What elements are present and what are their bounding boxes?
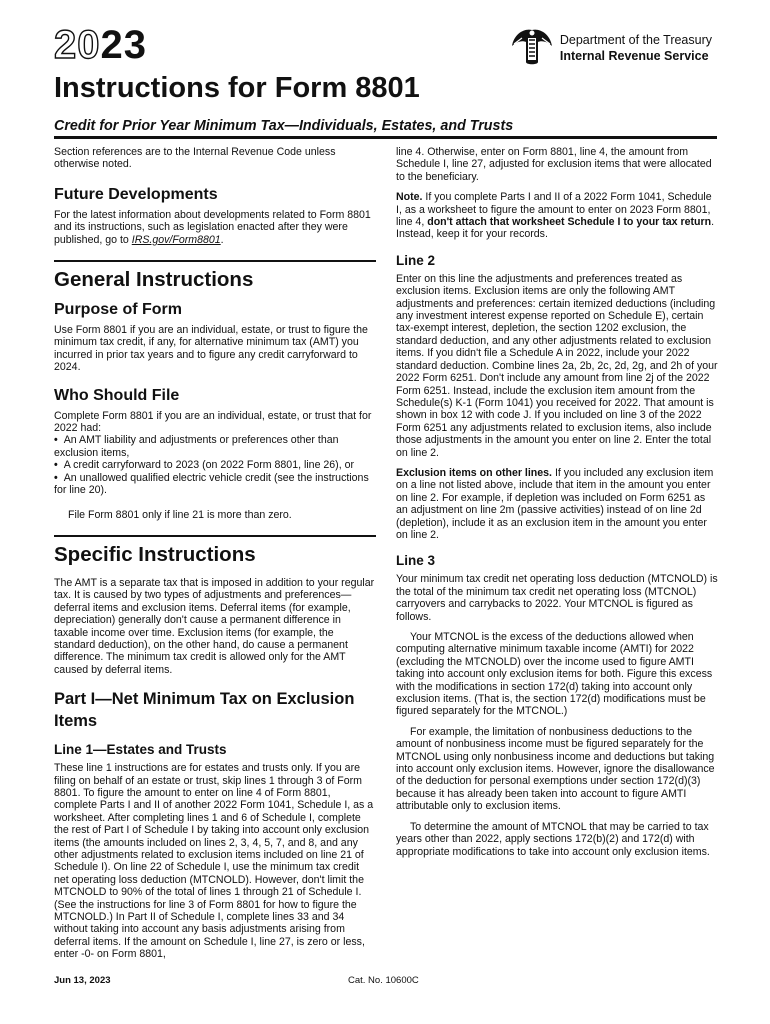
determine-text: To determine the amount of MTCNOL that may be carried to tax years other than 2022, apply sections 172(b)(2) and 172(d) with appropriate modifications to take into account only exclusion items.	[396, 820, 710, 858]
line2-heading: Line 2	[396, 252, 436, 268]
agency-department: Department of the Treasury	[559, 33, 712, 47]
future-text: For the latest information about developments related to Form 8801 and its instructions, such as legislation enacted after they were published, go to	[54, 208, 371, 246]
document-title: Instructions for Form 8801	[54, 72, 420, 104]
right-column	[396, 146, 718, 866]
tax-year-solid: 23	[100, 23, 147, 67]
exclusion-items-label: Exclusion items on other lines.	[396, 466, 552, 479]
future-developments-text	[54, 209, 376, 246]
note-text	[396, 191, 718, 241]
document-subtitle: Credit for Prior Year Minimum Tax—Individuals, Estates, and Trusts	[54, 118, 514, 134]
who-should-file-list	[54, 434, 376, 496]
file-note: File Form 8801 only if line 21 is more than zero.	[68, 508, 292, 521]
list-item: • A credit carryforward to 2023 (on 2022 Form 8801, line 26), or	[54, 459, 376, 471]
list-item: • An AMT liability and adjustments or preferences other than exclusion items,	[54, 434, 376, 459]
note-bold: don't attach that worksheet Schedule I to your tax return	[427, 216, 712, 229]
line3-text: Your minimum tax credit net operating loss deduction (MTCNOLD) is the total of the minimum tax credit net operating loss (MTCNOL) carryovers and carrybacks to 2022. Your MTCNOL is figured as follows.	[396, 573, 718, 623]
footer-catalog-number: Cat. No. 10600C	[348, 975, 419, 986]
purpose-heading: Purpose of Form	[54, 301, 183, 319]
note-end: . Instead, keep it for your records.	[396, 216, 715, 241]
mtcnol-text: Your MTCNOL is the excess of the deductions allowed when computing alternative minimum taxable income (AMTI) for 2022 (excluding the MTCNOLD) over the income used to figure AMTI taking into account only exclusion items for both. Figure this excess with the modifications in section 172(d) taking into account only exclusion items. (That is, the section 172(d) modifications must be figured separately for the MTCNOL.)	[396, 631, 713, 718]
example-text: For example, the limitation of nonbusiness deductions to the amount of nonbusiness income must be figured separately for the MTCNOL using only nonbusiness income and deductions but taking into account only exclusion items. However, ignore the disallowance of the deduction for personal exemptions under section 172(d)(3) because it has already been taken into account to figure AMTI attributable only to exclusion items.	[396, 725, 715, 813]
list-item: • An unallowed qualified electric vehicle credit (see the instructions for line 20).	[54, 472, 376, 497]
future-end: .	[220, 233, 224, 246]
line1-continued-text: line 4. Otherwise, enter on Form 8801, line 4, the amount from Schedule I, line 27, adjusted for exclusion items that were allocated to the beneficiary.	[396, 146, 712, 183]
part1-heading: Part I—Net Minimum Tax on Exclusion Items	[54, 690, 355, 731]
intro-text: Section references are to the Internal Revenue Code unless otherwise noted.	[54, 146, 336, 171]
irs-eagle-logo	[508, 24, 556, 68]
footer-date: Jun 13, 2023	[54, 975, 111, 986]
line2-text: Enter on this line the adjustments and preferences treated as exclusion items. Exclusion items are only the following AMT adjustments and preferences: certain itemized deductions (including any investment interest expense reported on Schedule E), certain tax-exempt interest, depletion, the section 1202 exclusion, the standard deduction, and any other adjustments related to exclusion items. If you didn't file a Schedule A in 2022, include your 2022 standard deduction. Combine lines 2a, 2b, 2c, 2d, 2g, and 2h of your 2022 Form 6251. Don't include any amount from line 2j of the 2022 Form 6251. Instead, include the exclusion item amount from the Schedule(s) K-1 (Form 1041) you received for 2022. That amount is shown in box 12 with code J. If you included on line 3 of the 2022 Form 6251 any adjustments related to exclusion items, also include those adjustments in the amount you enter on line 2. Enter the total on line 2.	[396, 272, 718, 459]
exclusion-items-text	[396, 467, 718, 541]
line1-text: These line 1 instructions are for estates and trusts only. If you are filing on behalf of an estate or trust, skip lines 1 through 3 of Form 8801. To figure the amount to enter on line 4 of Form 8801, complete Parts I and II of another 2022 Form 1041, Schedule I, as a worksheet. After completing lines 1 and 6 of Schedule I, complete the rest of Part I of Schedule I by taking into account only exclusion items (the amounts included on lines 2, 3, 4, 5, 7, and 8, and any other adjustments related to exclusion items included on line 21 of Schedule I). On line 22 of Schedule I, use the minimum tax credit net operating loss deduction (MTCNOLD). However, don't limit the MTCNOLD to 90% of the total of lines 1 through 21 of Schedule I. (See the instructions for line 3 of Form 8801 for how to figure the MTCNOLD.) In Part II of Schedule I, complete lines 33 and 34 without taking into account any basis adjustments arising from deferral items. If the amount on Schedule I, line 27, is zero or less, enter -0- on Form 8801,	[54, 762, 374, 961]
exclusion-items-body: If you included any exclusion item on a line not listed above, include that item in the amount you enter on line 2. For example, if depletion was included on Form 6251 as an adjustment on line 2m (passive activities) instead of on line 2d (depletion), include it as an exclusion item in the amount you enter on line 2.	[396, 466, 714, 541]
general-instructions-heading: General Instructions	[54, 260, 376, 292]
specific-instructions-heading: Specific Instructions	[54, 535, 376, 567]
agency-irs: Internal Revenue Service	[559, 49, 709, 63]
future-developments-heading: Future Developments	[54, 185, 218, 203]
who-should-file-heading: Who Should File	[54, 386, 180, 404]
agency-block	[560, 32, 712, 64]
amt-text: The AMT is a separate tax that is imposed in addition to your regular tax. It is caused by two types of adjustments and preferences—deferral items and exclusion items. Deferral items (for example, depreciation) generally don't cause a permanent difference in taxable income over time. Exclusion items (for example, the standard deduction), on the other hand, do cause a permanent difference. The minimum tax credit is allowed only for the AMT caused by deferral items.	[54, 576, 375, 676]
line1-heading: Line 1—Estates and Trusts	[54, 742, 227, 758]
purpose-text: Use Form 8801 if you are an individual, estate, or trust to figure the minimum tax credit, if any, for alternative minimum tax (AMT) you incurred in prior tax years and to figure any credit carryforward to 2024.	[54, 324, 368, 374]
tax-year	[54, 22, 147, 68]
note-label: Note.	[396, 191, 423, 204]
note-body: If you complete Parts I and II of a 2022 Form 1041, Schedule I, as a worksheet to figure the amount to enter on 2023 Form 8801, line 4,	[396, 191, 712, 229]
left-column	[54, 146, 376, 969]
who-should-file-text: Complete Form 8801 if you are an individual, estate, or trust that for 2022 had:	[54, 409, 372, 435]
form8801-link[interactable]: IRS.gov/Form8801	[131, 233, 221, 246]
tax-year-outline: 20	[54, 23, 101, 67]
line3-heading: Line 3	[396, 553, 436, 569]
header-rule	[54, 136, 717, 139]
